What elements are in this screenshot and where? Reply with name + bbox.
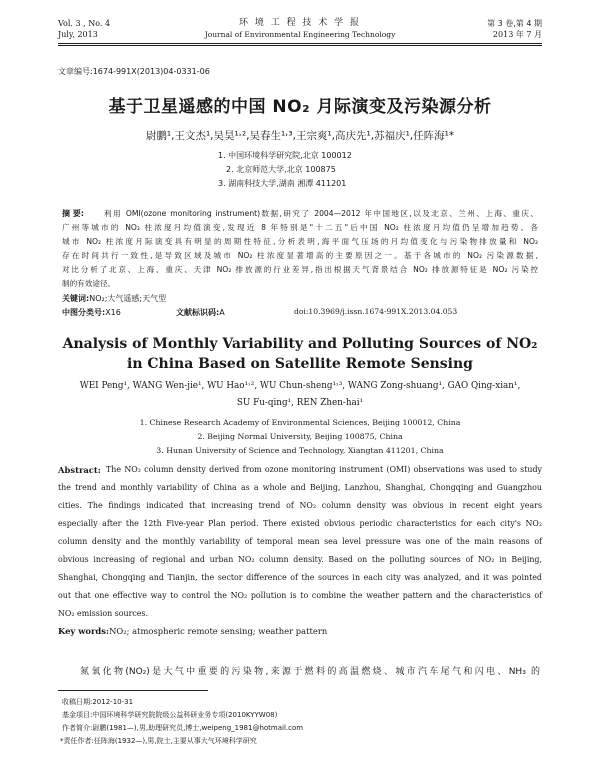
header-journal-cn: 环 境 工 程 技 术 学 报 bbox=[238, 18, 362, 28]
abstract-en-line-3: cities. The findings indicated that increasing trend of NO₂ column density was obvious in recent eight years bbox=[58, 501, 542, 510]
authors-cn: 尉鹏¹,王文杰¹,吴昊¹˒²,吴春生¹˒³,王宗爽¹,高庆先¹,苏福庆¹,任阵海¹* bbox=[145, 130, 455, 142]
document-code bbox=[176, 307, 225, 318]
abstract-en-line-4: especially after the 12th Five-year Plan period. There existed obvious periodic characteristics for each city's NO₂ bbox=[58, 519, 542, 528]
keywords-en-value: NO₂; atmospheric remote sensing; weather pattern bbox=[109, 626, 328, 636]
affiliation-cn-2: 2. 北京师范大学,北京 100875 bbox=[226, 165, 336, 174]
keywords-cn-value: NO₂;大气遥感;天气型 bbox=[89, 294, 167, 303]
abstract-en-line-2: the trend and monthly variability of China as a whole and Beijing, Lanzhou, Shanghai, Chongqing and Guangzhou bbox=[58, 483, 542, 492]
footnote-author-bio: 作者简介:尉鹏(1981—),男,助理研究员,博士,weipeng_1981@hotmail.com bbox=[62, 724, 304, 732]
abstract-en-line-6: obvious increasing of regional and urban NO₂ column density. Based on the polluting sources of NO₂ in Beijing, bbox=[58, 555, 542, 564]
article-number: 文章编号:1674-991X(2013)04-0331-06 bbox=[58, 67, 210, 76]
abstract-en-line-8: out that one effective way to control the NO₂ pollution is to combine the weather pattern and the characteristics of bbox=[58, 591, 542, 600]
header-date-cn: 2013 年 7 月 bbox=[492, 30, 542, 39]
abstract-cn-line-5: 对比分析了北京、上海、重庆、天津 NO₂ 排放源的行业差异,指出根据天气背景结合 NO₂ 排放源特征是 NO₂ 污染控 bbox=[62, 265, 538, 274]
affiliation-cn-3: 3. 湖南科技大学,湖南 湘潭 411201 bbox=[218, 179, 347, 188]
clc-label: 中图分类号: bbox=[62, 308, 106, 317]
keywords-cn bbox=[62, 293, 166, 304]
abstract-en-line-9: NO₂ emission sources. bbox=[58, 609, 148, 618]
footnote-received: 收稿日期:2012-10-31 bbox=[62, 698, 134, 706]
doc-code-value: A bbox=[219, 308, 225, 317]
abstract-en-label: Abstract: bbox=[58, 465, 101, 475]
affiliation-en-3: 3. Hunan University of Science and Technology, Xiangtan 411201, China bbox=[156, 446, 444, 455]
doi: doi:10.3969/j.issn.1674-991X.2013.04.053 bbox=[294, 307, 458, 316]
title-en-line-2: in China Based on Satellite Remote Sensing bbox=[127, 356, 473, 372]
header-volume: Vol. 3 , No. 4 bbox=[58, 19, 111, 28]
abstract-cn-line-1: 利用 OMI(ozone monitoring instrument)数据,研究了 2004—2012 年中国地区,以及北京、兰州、上海、重庆、 bbox=[104, 209, 538, 218]
abstract-cn-line-3: 城市 NO₂ 柱浓度月际演变具有明显的周期性特征,分析表明,海平面气压场的月均值变化与污染物排放量和 NO₂ bbox=[62, 237, 538, 246]
footnote-rule bbox=[58, 690, 208, 691]
keywords-cn-label: 关键词: bbox=[62, 294, 90, 303]
authors-en-line-2: SU Fu-qing¹, REN Zhen-hai¹ bbox=[236, 398, 364, 408]
header-volume-cn: 第 3 卷,第 4 期 bbox=[487, 19, 542, 28]
abstract-cn-line-6: 制的有效途径。 bbox=[62, 279, 116, 288]
footnote-corresponding: *责任作者:任阵海(1932—),男,院士,主要从事大气环境科学研究 bbox=[60, 737, 257, 745]
abstract-cn-line-4: 存在时间共行一致性,是导致区域及城市 NO₂ 柱浓度显著增高的主要原因之一。基于各城市的 NO₂ 污染源数据, bbox=[62, 251, 538, 260]
title-cn: 基于卫星遥感的中国 NO₂ 月际演变及污染源分析 bbox=[108, 97, 492, 117]
affiliation-en-1: 1. Chinese Research Academy of Environmental Sciences, Beijing 100012, China bbox=[139, 418, 461, 427]
header-rule-thin bbox=[58, 45, 542, 46]
keywords-en bbox=[58, 626, 327, 636]
abstract-en-line-5: column density and the monthly variability of temporal mean sea level pressure was one of the main reasons of bbox=[58, 537, 542, 546]
keywords-en-label: Key words: bbox=[58, 626, 110, 636]
authors-en-line-1: WEI Peng¹, WANG Wen-jie¹, WU Hao¹˒², WU Chun-sheng¹˒³, WANG Zong-shuang¹, GAO Qing-xian¹, bbox=[79, 381, 521, 391]
body-first-line: 氮氧化物(NO₂)是大气中重要的污染物,来源于燃料的高温燃烧、城市汽车尾气和闪电、NH₃ 的 bbox=[80, 667, 540, 677]
abstract-cn-label: 摘 要: bbox=[62, 209, 84, 218]
doc-code-label: 文献标识码: bbox=[176, 308, 220, 317]
header-date-en: July, 2013 bbox=[58, 30, 98, 39]
abstract-en-line-7: Shanghai, Chongqing and Tianjin, the sector difference of the sources in each city was analyzed, and it was pointed bbox=[58, 573, 542, 582]
clc-value: X16 bbox=[105, 308, 121, 317]
clc-number bbox=[62, 307, 121, 318]
affiliation-cn-1: 1. 中国环境科学研究院,北京 100012 bbox=[218, 151, 352, 160]
footnote-funding: 基金项目:中国环境科学研究院院级公益科研业务专项(2010KYYW08) bbox=[62, 711, 278, 719]
title-en-line-1: Analysis of Monthly Variability and Polluting Sources of NO₂ bbox=[62, 336, 538, 352]
header-rule bbox=[58, 43, 542, 44]
abstract-en-line-1: The NO₂ column density derived from ozone monitoring instrument (OMI) observations was used to study bbox=[106, 465, 542, 474]
affiliation-en-2: 2. Beijing Normal University, Beijing 100875, China bbox=[197, 432, 403, 441]
abstract-cn-line-2: 广州等城市的 NO₂ 柱浓度月均值演变,发现近 8 年特别是"十二五"后中国 NO₂ 柱浓度月均值仍呈增加趋势。各 bbox=[62, 223, 538, 232]
header-journal-en: Journal of Environmental Engineering Technology bbox=[204, 30, 396, 39]
